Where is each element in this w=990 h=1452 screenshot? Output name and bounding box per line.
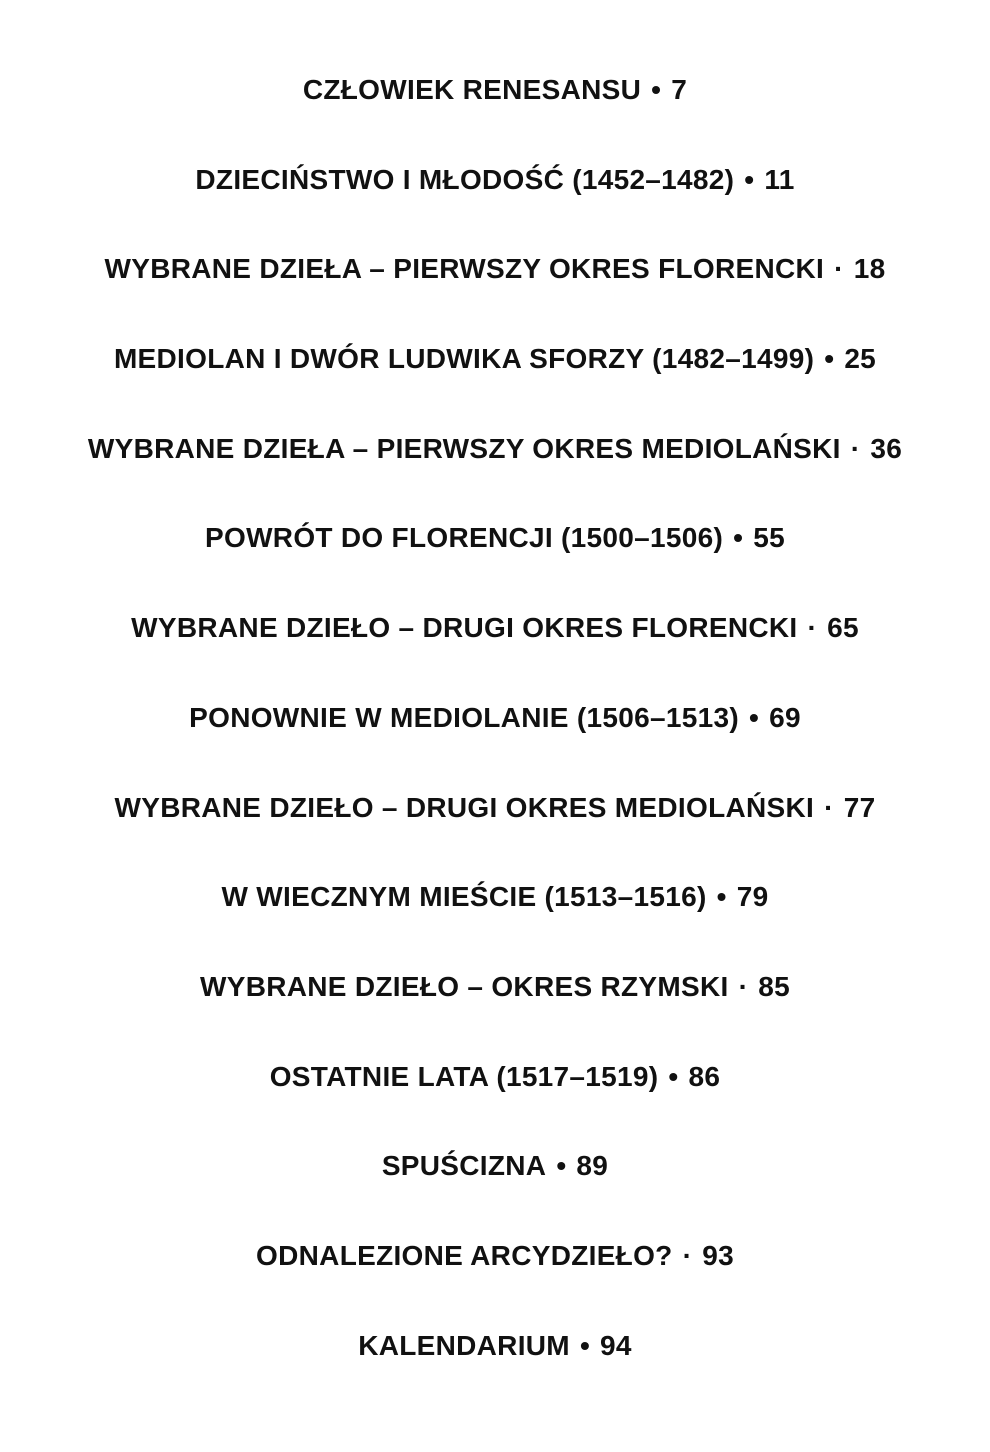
toc-page-number: 11 <box>764 163 795 195</box>
table-of-contents <box>0 60 990 1405</box>
toc-separator: · <box>824 791 834 823</box>
toc-entry-title: WYBRANE DZIEŁA – PIERWSZY OKRES FLORENCKI <box>104 253 825 285</box>
toc-entry-title: WYBRANE DZIEŁO – DRUGI OKRES FLORENCKI <box>131 612 798 644</box>
toc-entry <box>0 419 990 509</box>
toc-entry-title: ODNALEZIONE ARCYDZIEŁO? <box>256 1239 673 1271</box>
toc-page-number: 55 <box>753 522 785 554</box>
toc-page-number: 77 <box>843 791 876 823</box>
toc-entry <box>0 150 990 240</box>
toc-entry-title: WYBRANE DZIEŁO – OKRES RZYMSKI <box>200 970 729 1002</box>
toc-separator: • <box>668 1060 679 1092</box>
toc-entry <box>0 239 990 329</box>
toc-page-number: 18 <box>853 253 886 285</box>
toc-entry <box>0 598 990 688</box>
toc-entry <box>0 508 990 598</box>
toc-entry <box>0 329 990 419</box>
toc-entry <box>0 688 990 778</box>
toc-entry-title: POWRÓT DO FLORENCJI (1500–1506) <box>205 522 724 554</box>
toc-separator: · <box>850 432 861 464</box>
toc-page-number: 79 <box>736 881 769 913</box>
toc-separator: • <box>733 522 744 554</box>
toc-page-number: 7 <box>671 74 688 105</box>
toc-page-number: 93 <box>702 1239 734 1271</box>
toc-entry-title: WYBRANE DZIEŁA – PIERWSZY OKRES MEDIOLAŃSKI <box>87 432 841 464</box>
toc-entry-title: SPUŚCIZNA <box>381 1150 547 1182</box>
toc-separator: · <box>738 970 749 1002</box>
toc-page-number: 65 <box>827 612 859 644</box>
toc-entry <box>0 867 990 957</box>
toc-entry <box>0 957 990 1047</box>
toc-entry <box>0 1047 990 1137</box>
toc-entry-title: MEDIOLAN I DWÓR LUDWIKA SFORZY (1482–1499) <box>113 343 815 375</box>
toc-entry-title: CZŁOWIEK RENESANSU <box>302 74 642 105</box>
toc-entry-title: PONOWNIE W MEDIOLANIE (1506–1513) <box>189 701 739 733</box>
toc-page-number: 85 <box>758 970 790 1002</box>
toc-separator: • <box>556 1150 567 1182</box>
toc-entry <box>0 1226 990 1316</box>
toc-page-number: 36 <box>870 432 903 464</box>
toc-entry-title: WYBRANE DZIEŁO – DRUGI OKRES MEDIOLAŃSKI <box>114 791 815 823</box>
toc-page-number: 69 <box>769 701 801 733</box>
toc-separator: · <box>834 253 844 285</box>
toc-entry <box>0 1136 990 1226</box>
toc-page-number: 86 <box>688 1060 721 1092</box>
toc-separator: · <box>807 612 818 644</box>
toc-separator: • <box>744 163 755 195</box>
toc-separator: • <box>716 881 727 913</box>
toc-separator: • <box>579 1329 591 1361</box>
toc-entry <box>0 778 990 868</box>
toc-page-number: 25 <box>844 343 877 375</box>
toc-separator: • <box>748 701 760 733</box>
toc-separator: · <box>682 1239 693 1271</box>
toc-entry-title: DZIECIŃSTWO I MŁODOŚĆ (1452–1482) <box>195 163 735 195</box>
toc-entry-title: W WIECZNYM MIEŚCIE (1513–1516) <box>221 881 707 913</box>
toc-page-number: 94 <box>600 1329 632 1361</box>
toc-page-number: 89 <box>576 1150 609 1182</box>
toc-entry-title: OSTATNIE LATA (1517–1519) <box>269 1060 659 1092</box>
toc-separator: • <box>824 343 835 375</box>
toc-entry <box>0 60 990 150</box>
toc-entry <box>0 1316 990 1406</box>
toc-entry-title: KALENDARIUM <box>358 1329 570 1361</box>
toc-separator: • <box>651 74 662 105</box>
